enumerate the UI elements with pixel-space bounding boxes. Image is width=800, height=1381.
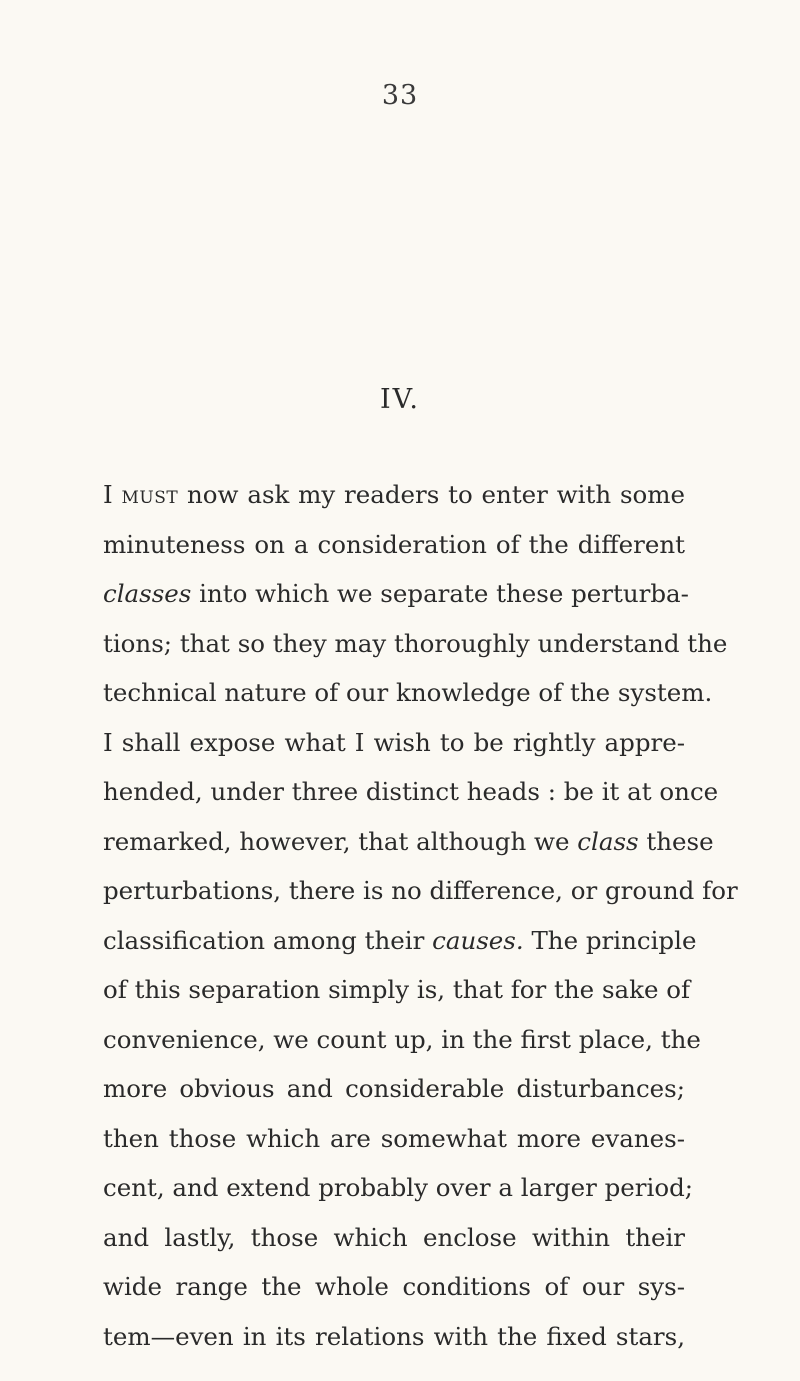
body-paragraph bbox=[103, 470, 738, 1361]
text-line: classification among their causes. The principle bbox=[103, 925, 697, 955]
text-line: technical nature of our knowledge of the system. bbox=[103, 678, 713, 707]
chapter-heading: IV. bbox=[379, 384, 421, 415]
text-line: tem—even in its relations with the fixed stars, bbox=[103, 1321, 685, 1351]
text-line: convenience, we count up, in the first place, the bbox=[103, 1024, 701, 1054]
text-line: and lastly, those which enclose within their bbox=[103, 1222, 685, 1252]
text-line: tions; that so they may thoroughly understand the bbox=[103, 628, 728, 658]
text-line: I shall expose what I wish to be rightly appre- bbox=[103, 727, 685, 757]
text-line: cent, and extend probably over a larger period; bbox=[103, 1173, 694, 1202]
text-line: minuteness on a consideration of the different bbox=[103, 529, 685, 559]
text-line: of this separation simply is, that for the sake of bbox=[103, 975, 691, 1004]
text-line: I must now ask my readers to enter with some bbox=[103, 480, 686, 509]
text-line: remarked, however, that although we class these bbox=[103, 826, 714, 856]
text-line: more obvious and considerable disturbances; bbox=[103, 1074, 685, 1103]
page-number: 33 bbox=[381, 80, 419, 111]
text-line: hended, under three distinct heads : be it at once bbox=[103, 777, 719, 806]
text-line: wide range the whole conditions of our sys- bbox=[103, 1272, 685, 1301]
text-line: then those which are somewhat more evanes- bbox=[103, 1123, 685, 1153]
text-line: perturbations, there is no difference, or ground for bbox=[103, 876, 738, 905]
text-line: classes into which we separate these perturba- bbox=[103, 579, 689, 608]
